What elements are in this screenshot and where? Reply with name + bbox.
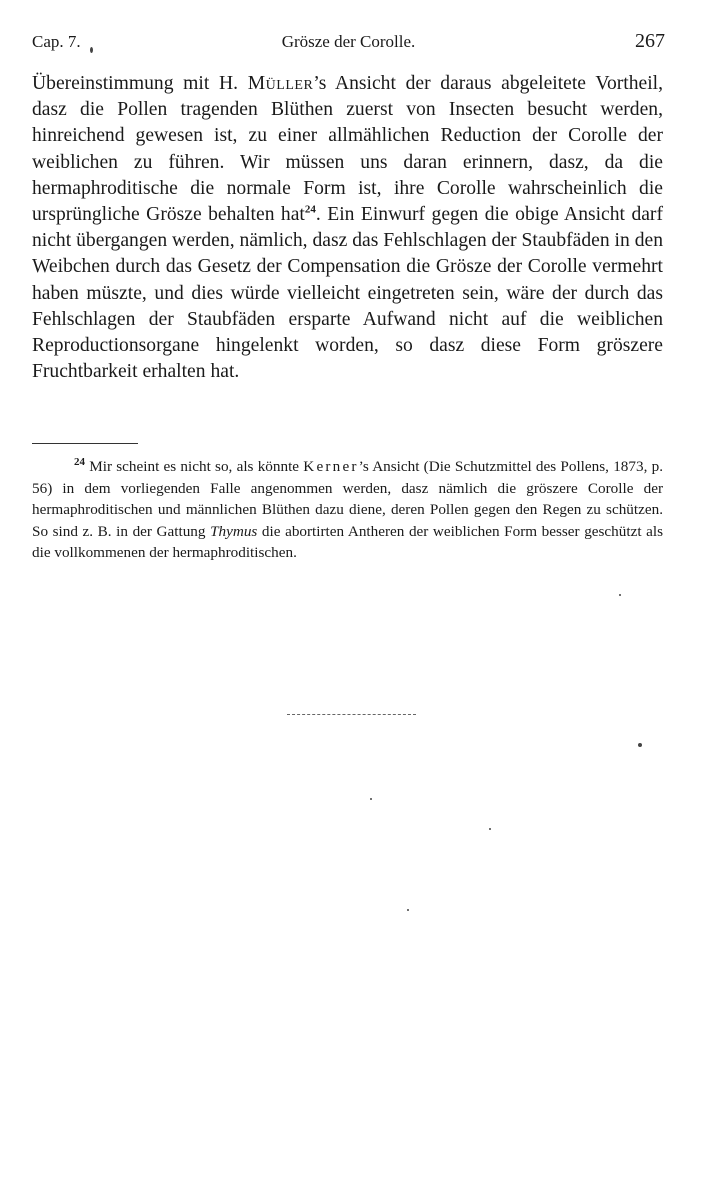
footnote-text-part-3: die abortirten Antheren der weiblichen Form besser geschützt als die vollkommenen der hermaphroditischen. <box>32 522 663 561</box>
print-speck <box>489 828 491 830</box>
running-title: Grösze der Corolle. <box>281 32 416 51</box>
print-speck <box>370 798 372 800</box>
footnote-marker: 24 <box>74 455 85 468</box>
genus-name: Thymus <box>210 522 258 540</box>
print-speck <box>638 743 642 747</box>
page-number: 267 <box>635 30 665 52</box>
print-speck <box>619 594 621 596</box>
paragraph-text-part-3: . Ein Einwurf gegen die obige Ansicht darf nicht übergangen werden, nämlich, dasz das Fehlschlagen der Staubfäden in den Weibchen durch das Gesetz der Compensation die Grösze der Corolle vermehrt haben müszte, und dies würde vielleicht eingetreten sein, wäre der durch das Fehlschlagen der Staubfäden ersparte Aufwand nicht auf die weiblichen Reproductionsorgane hingelenkt worden, so dasz diese Form gröszere Fruchtbarkeit erhalten hat. <box>32 204 663 383</box>
print-speck <box>90 47 93 53</box>
chapter-label: Cap. 7. <box>32 32 81 51</box>
footnote-text-part-1: Mir scheint es nicht so, als könnte <box>85 458 304 475</box>
main-paragraph <box>32 71 663 385</box>
paragraph-text-part-2: ’s Ansicht der daraus abgeleitete Vortheil, dasz die Pollen tragenden Blüthen zuerst von Insecten besucht werden, hinreichend gewesen ist, zu einer allmählichen Reduction der Corolle der weiblichen zu führen. Wir müssen uns daran erinnern, dasz, da die hermaphroditische die normale Form ist, ihre Corolle wahrscheinlich die ursprüngliche Grösze behalten hat <box>32 73 663 226</box>
footnote <box>32 456 663 564</box>
print-speck <box>407 909 409 911</box>
footnote-reference: 24 <box>304 203 316 216</box>
footnote-text-part-2: ’s Ansicht (Die Schutzmittel des Pollens, 1873, p. 56) in dem vorliegenden Falle angenommen werden, dasz nämlich die gröszere Corolle der hermaphroditischen und männlichen Blüthen dazu diene, deren Pollen gegen den Regen zu schützen. So sind z. B. in der Gattung <box>32 458 663 540</box>
author-name-kerner: Kerner <box>303 458 359 475</box>
footnote-separator <box>32 443 138 444</box>
end-ornament-rule <box>287 714 416 715</box>
running-header <box>32 30 665 58</box>
author-name-mueller: Müller <box>247 73 314 94</box>
paragraph-text-part-1: Übereinstimmung mit H. <box>32 73 248 94</box>
